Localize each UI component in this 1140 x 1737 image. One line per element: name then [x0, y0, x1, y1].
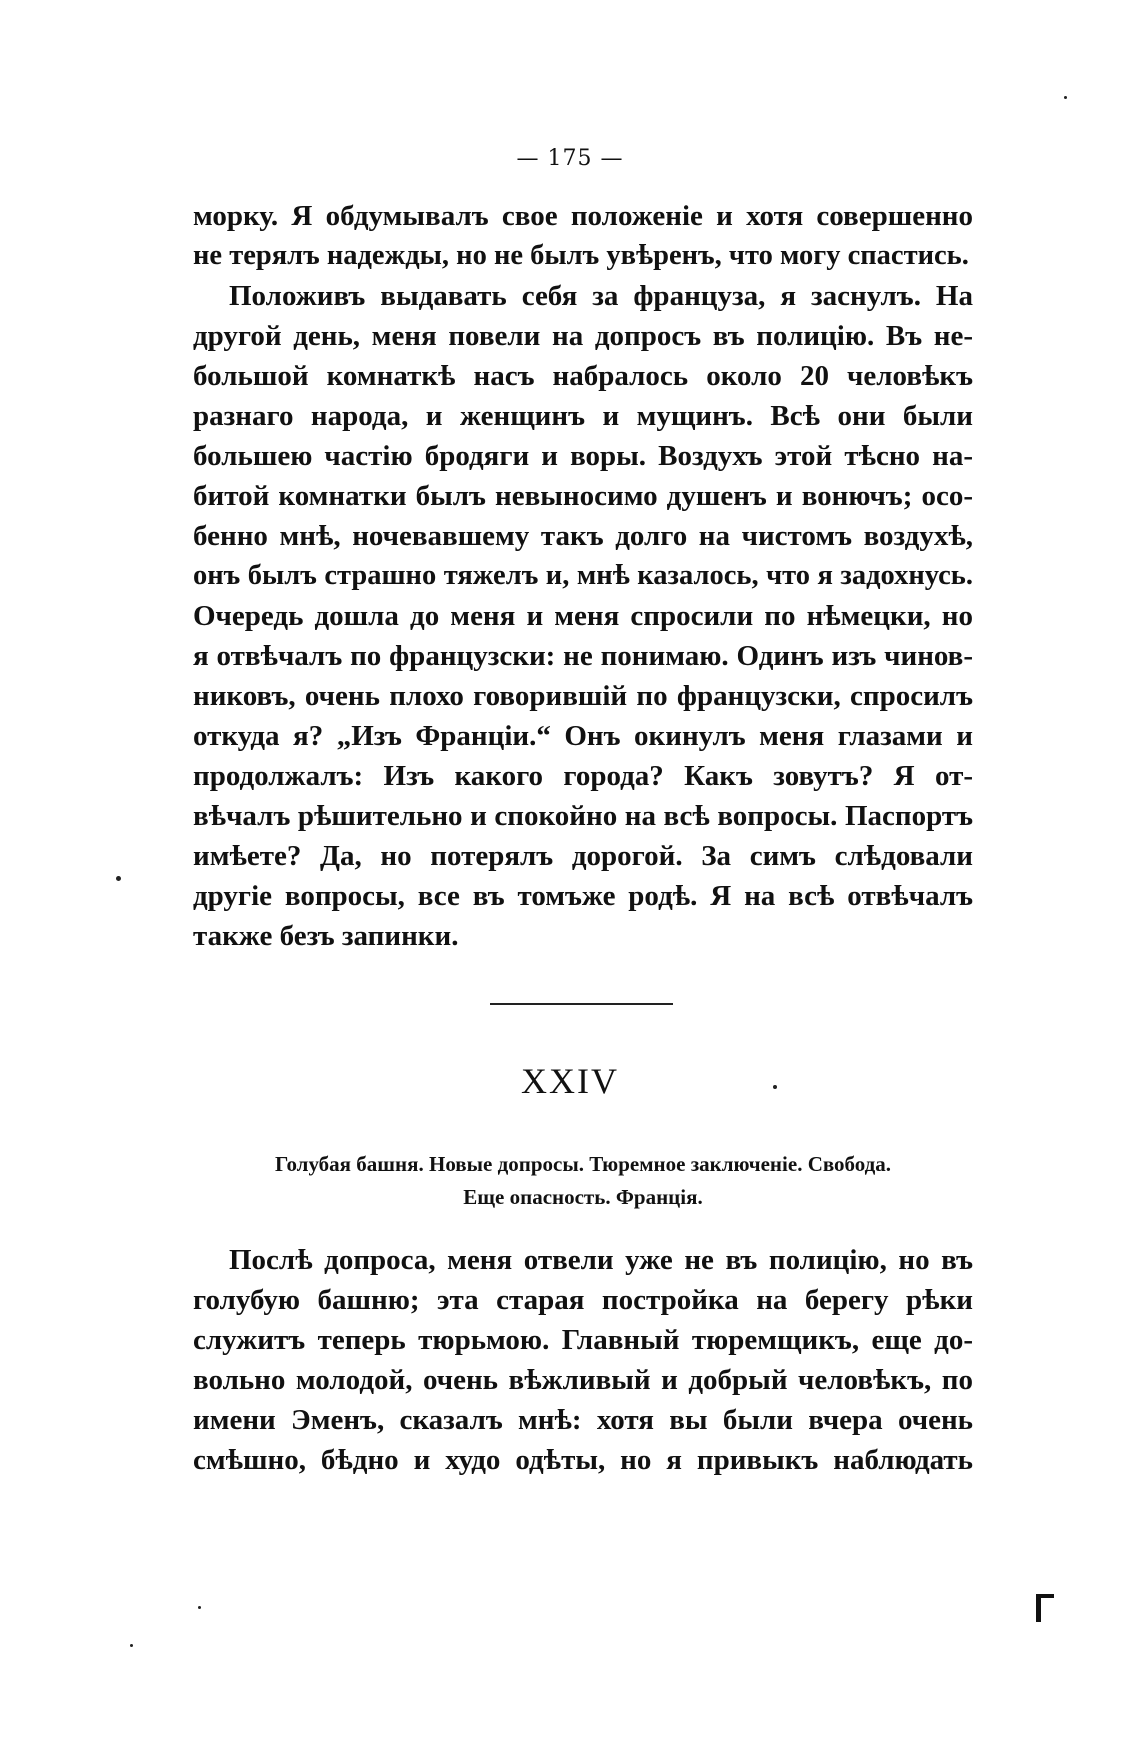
scan-speck: [1064, 96, 1067, 99]
text-line: никовъ, очень плохо говорившій по французски, спросилъ: [193, 680, 973, 712]
text-line: также безъ запинки.: [193, 920, 459, 952]
text-line: Положивъ выдавать себя за француза, я заснулъ. На: [229, 280, 973, 312]
text-line: разнаго народа, и женщинъ и мущинъ. Всѣ они были: [193, 400, 973, 432]
scan-speck: [130, 1644, 133, 1647]
text-line: я отвѣчалъ по французски: не понимаю. Одинъ изъ чинов-: [193, 640, 973, 672]
paragraph-continuation: [193, 196, 973, 276]
scan-speck: [198, 1606, 201, 1609]
text-line: онъ былъ страшно тяжелъ и, мнѣ казалось, что я задохнусь.: [193, 560, 973, 591]
text-line: не терялъ надежды, но не былъ увѣренъ, что могу спастись.: [193, 240, 969, 271]
text-line: смѣшно, бѣдно и худо одѣты, но я привыкъ наблюдать: [193, 1444, 973, 1476]
section-divider: [490, 1003, 673, 1005]
text-line: продолжалъ: Изъ какого города? Какъ зовутъ? Я от-: [193, 760, 973, 792]
chapter-summary: [193, 1148, 973, 1214]
text-line: другіе вопросы, все въ томъже родѣ. Я на всѣ отвѣчалъ: [193, 880, 973, 912]
text-line: голубую башню; эта старая постройка на берегу рѣки: [193, 1284, 973, 1316]
text-line: другой день, меня повели на допросъ въ полицію. Въ не-: [193, 320, 973, 352]
paragraph-blue-tower: [193, 1240, 973, 1480]
text-line: вѣчалъ рѣшительно и спокойно на всѣ вопросы. Паспортъ: [193, 800, 973, 832]
page-number: — 175 —: [516, 146, 624, 171]
scan-mark: [1036, 1594, 1054, 1598]
scan-speck: [116, 876, 121, 881]
text-line: вольно молодой, очень вѣжливый и добрый человѣкъ, по: [193, 1364, 973, 1396]
text-line: битой комнатки былъ невыносимо душенъ и вонючъ; осо-: [193, 480, 973, 512]
paragraph-interrogation: [193, 276, 973, 956]
summary-line: Голубая башня. Новые допросы. Тюремное заключеніе. Свобода.: [274, 1152, 892, 1176]
text-line: бенно мнѣ, ночевавшему такъ долго на чистомъ воздухѣ,: [193, 520, 973, 552]
scan-speck: [773, 1085, 777, 1089]
scan-mark: [1036, 1594, 1041, 1622]
text-line: служитъ теперь тюрьмою. Главный тюремщикъ, еще до-: [193, 1324, 973, 1356]
text-line: имѣете? Да, но потерялъ дорогой. За симъ слѣдовали: [193, 840, 973, 872]
summary-line: Еще опасность. Франція.: [463, 1185, 703, 1209]
chapter-number: XXIV: [521, 1061, 619, 1101]
text-line: Послѣ допроса, меня отвели уже не въ полицію, но въ: [229, 1244, 973, 1276]
text-line: большею частію бродяги и воры. Воздухъ этой тѣсно на-: [193, 440, 973, 472]
text-line: имени Эменъ, сказалъ мнѣ: хотя вы были вчера очень: [193, 1404, 973, 1436]
text-line: морку. Я обдумывалъ свое положеніе и хотя совершенно: [193, 200, 973, 232]
text-line: откуда я? „Изъ Франціи.“ Онъ окинулъ меня глазами и: [193, 720, 973, 752]
text-line: большой комнаткѣ насъ набралось около 20 человѣкъ: [193, 360, 973, 392]
text-line: Очередь дошла до меня и меня спросили по нѣмецки, но: [193, 600, 973, 632]
